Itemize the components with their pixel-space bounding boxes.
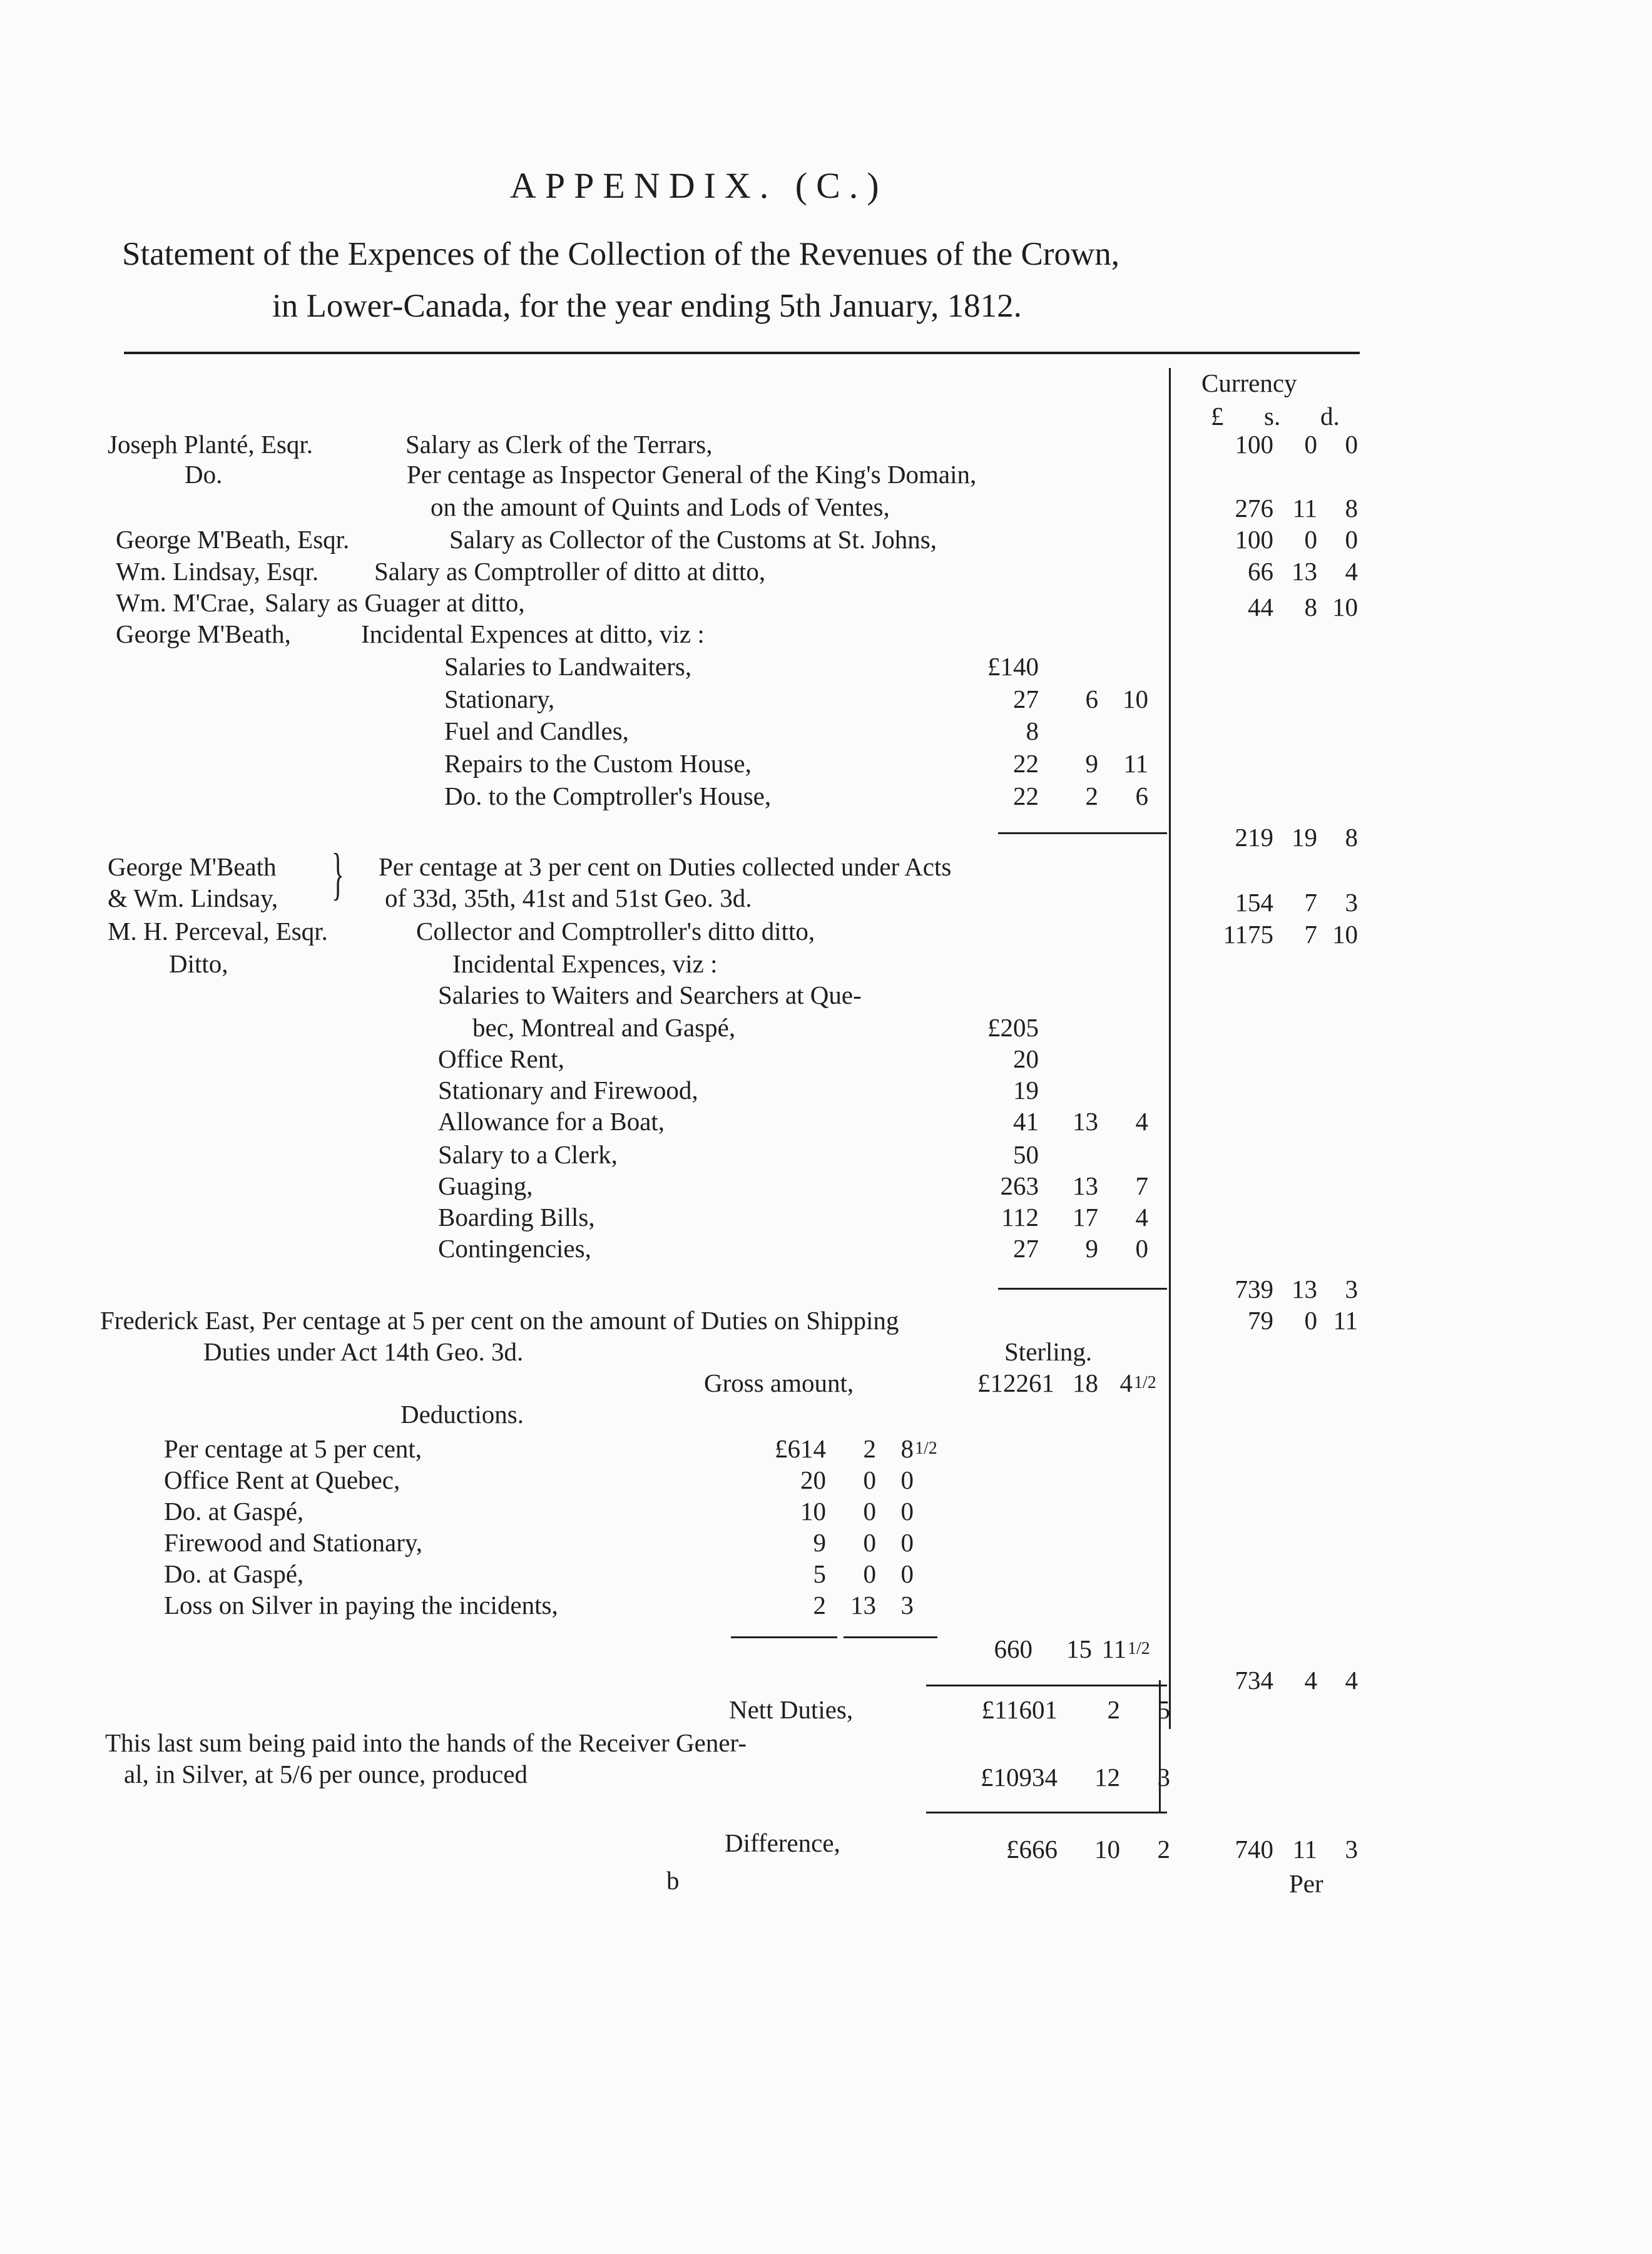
joint-name-2: & Wm. Lindsay, (108, 884, 278, 912)
deduction-pence: 0 (900, 1559, 914, 1588)
deduction-shillings: 0 (863, 1559, 876, 1588)
gross-half: 1/2 (1134, 1373, 1156, 1392)
perceval-total-pence: 3 (1345, 1275, 1358, 1303)
deduction-label: Per centage at 5 per cent, (164, 1434, 422, 1463)
perceval-item-amount-pounds: 19 (1013, 1076, 1039, 1104)
nett-amount-pence: 5 (1157, 1695, 1170, 1724)
appendix-title: APPENDIX. (C.) (510, 165, 888, 206)
row-amount-lindsay-pounds: 66 (1248, 557, 1273, 586)
subtitle-line-1: Statement of the Expences of the Collection of the Revenues of the Crown, (122, 236, 1119, 272)
nett-rule (926, 1685, 1167, 1686)
subtotal-pence: 4 (1345, 1666, 1358, 1695)
perceval-item-label: Contingencies, (438, 1234, 591, 1263)
perceval-name: M. H. Perceval, Esqr. (108, 917, 328, 946)
perceval-item-label: Salaries to Waiters and Searchers at Que- (438, 981, 862, 1009)
deduction-pence: 3 (900, 1591, 914, 1619)
perceval-item-amount-pounds: £205 (987, 1013, 1039, 1042)
row-name-do: Do. (185, 460, 223, 489)
silver-amount-pence: 3 (1157, 1763, 1170, 1792)
mbeath-total-pence: 8 (1345, 823, 1358, 852)
gross-shillings: 18 (1073, 1369, 1098, 1397)
row-name-mbeath-incidental: George M'Beath, (116, 620, 291, 648)
deduction-pence: 0 (900, 1528, 914, 1557)
mbeath-item-label: Stationary, (444, 685, 555, 713)
deduction-pounds: 20 (800, 1466, 826, 1494)
row-amount-plante-pence: 0 (1345, 430, 1358, 459)
row-text-mcrae: Salary as Guager at ditto, (265, 588, 525, 617)
perceval-item-amount-pence: 7 (1135, 1171, 1148, 1200)
signature-mark: b (666, 1866, 680, 1895)
perceval-ditto: Ditto, (169, 949, 228, 978)
grand-total-pence: 3 (1345, 1835, 1358, 1864)
perceval-item-label-cont: bec, Montreal and Gaspé, (472, 1013, 736, 1042)
perceval-item-amount-pence: 4 (1135, 1203, 1148, 1232)
gross-pence: 4 (1119, 1369, 1133, 1397)
perceval-total-pounds: 739 (1235, 1275, 1273, 1303)
perceval-item-amount-pounds: 27 (1013, 1234, 1039, 1263)
perceval-item-label: Office Rent, (438, 1044, 564, 1073)
mbeath-item-amount-shillings: 6 (1085, 685, 1098, 713)
deduction-pounds: 10 (800, 1497, 826, 1526)
mbeath-item-label: Salaries to Landwaiters, (444, 652, 692, 681)
row-amount-domain-pounds: 276 (1235, 494, 1273, 523)
perceval-item-amount-pence: 0 (1135, 1234, 1148, 1263)
perceval-amount-pounds: 1175 (1223, 920, 1273, 949)
pounds-heading: £ (1211, 402, 1224, 431)
joint-text-1: Per centage at 3 per cent on Duties collected under Acts (379, 852, 952, 881)
row-amount-plante-shillings: 0 (1304, 430, 1317, 459)
difference-amount-pounds: £666 (1006, 1835, 1058, 1864)
mbeath-sum-rule (998, 832, 1167, 834)
deductions-rule-a (731, 1636, 837, 1638)
joint-amount-pence: 3 (1345, 888, 1358, 917)
nett-label: Nett Duties, (729, 1695, 854, 1724)
deduction-pence: 0 (900, 1466, 914, 1494)
row-amount-mcrae-shillings: 8 (1304, 593, 1317, 621)
row-text-quints: on the amount of Quints and Lods of Ventes, (431, 492, 890, 521)
row-amount-domain-pence: 8 (1345, 494, 1358, 523)
nett-amount-pounds: £11601 (981, 1695, 1058, 1724)
row-name-mcrae: Wm. M'Crae, (116, 588, 255, 617)
gross-pounds: £12261 (977, 1369, 1054, 1397)
joint-text-2: of 33d, 35th, 41st and 51st Geo. 3d. (385, 884, 752, 912)
east-line-1: Frederick East, Per centage at 5 per cent on the amount of Duties on Shipping (100, 1306, 899, 1335)
perceval-amount-shillings: 7 (1304, 920, 1317, 949)
perceval-item-amount-pounds: 263 (1000, 1171, 1039, 1200)
pence-heading: d. (1320, 402, 1340, 431)
perceval-item-amount-shillings: 13 (1073, 1107, 1098, 1136)
silver-line-2: al, in Silver, at 5/6 per ounce, produced (124, 1760, 528, 1788)
row-text-domain: Per centage as Inspector General of the King's Domain, (407, 460, 977, 489)
row-name-lindsay: Wm. Lindsay, Esqr. (116, 557, 319, 586)
silver-amount-shillings: 12 (1094, 1763, 1120, 1792)
perceval-item-amount-pounds: 50 (1013, 1140, 1039, 1169)
row-name-mbeath: George M'Beath, Esqr. (116, 525, 350, 554)
perceval-item-amount-pounds: 112 (1001, 1203, 1039, 1232)
deduction-shillings: 0 (863, 1528, 876, 1557)
perceval-text: Collector and Comptroller's ditto ditto, (416, 917, 815, 946)
perceval-item-amount-shillings: 9 (1085, 1234, 1098, 1263)
row-amount-mcrae-pence: 10 (1332, 593, 1358, 621)
difference-amount-shillings: 10 (1094, 1835, 1120, 1864)
perceval-incidental: Incidental Expences, viz : (452, 949, 718, 978)
mbeath-item-label: Do. to the Comptroller's House, (444, 782, 772, 810)
joint-amount-pounds: 154 (1235, 888, 1273, 917)
perceval-amount-pence: 10 (1332, 920, 1358, 949)
perceval-item-label: Stationary and Firewood, (438, 1076, 698, 1104)
deduction-pounds: 5 (813, 1559, 826, 1588)
brace: } (332, 842, 344, 905)
mbeath-item-amount-shillings: 2 (1085, 782, 1098, 810)
deduction-label: Do. at Gaspé, (164, 1497, 304, 1526)
currency-heading: Currency (1201, 369, 1297, 397)
grand-total-shillings: 11 (1292, 1835, 1317, 1864)
subtitle-line-2: in Lower-Canada, for the year ending 5th January, 1812. (272, 288, 1022, 324)
row-amount-domain-shillings: 11 (1292, 494, 1317, 523)
east-amount-pence: 11 (1333, 1306, 1358, 1335)
perceval-sum-rule (998, 1288, 1167, 1290)
mbeath-item-amount-pence: 10 (1123, 685, 1148, 713)
mbeath-item-amount-shillings: 9 (1085, 749, 1098, 778)
sterling-label: Sterling. (1004, 1337, 1093, 1366)
row-amount-mbeath-pounds: 100 (1235, 525, 1273, 554)
mbeath-item-label: Fuel and Candles, (444, 716, 629, 745)
deduction-shillings: 0 (863, 1497, 876, 1526)
mbeath-total-shillings: 19 (1292, 823, 1317, 852)
perceval-item-label: Guaging, (438, 1171, 533, 1200)
silver-line-1: This last sum being paid into the hands of the Receiver Gener- (105, 1728, 747, 1757)
row-amount-mbeath-pence: 0 (1345, 525, 1358, 554)
deduction-label: Do. at Gaspé, (164, 1559, 304, 1588)
east-amount-shillings: 0 (1304, 1306, 1317, 1335)
shillings-heading: s. (1264, 402, 1281, 431)
deductions-total-half: 1/2 (1128, 1639, 1150, 1658)
mbeath-item-amount-pounds: 8 (1026, 716, 1039, 745)
deduction-shillings: 0 (863, 1466, 876, 1494)
row-amount-lindsay-pence: 4 (1345, 557, 1358, 586)
joint-amount-shillings: 7 (1304, 888, 1317, 917)
mbeath-item-amount-pounds: 22 (1013, 782, 1039, 810)
perceval-item-amount-pounds: 20 (1013, 1044, 1039, 1073)
deductions-label: Deductions. (400, 1400, 524, 1429)
perceval-total-shillings: 13 (1292, 1275, 1317, 1303)
deduction-shillings: 2 (863, 1434, 876, 1463)
row-amount-mcrae-pounds: 44 (1248, 593, 1273, 621)
mbeath-item-amount-pounds: 22 (1013, 749, 1039, 778)
row-text-mbeath: Salary as Collector of the Customs at St. Johns, (449, 525, 937, 554)
row-text-lindsay: Salary as Comptroller of ditto at ditto, (374, 557, 766, 586)
subtotal-shillings: 4 (1304, 1666, 1317, 1695)
row-text-plante: Salary as Clerk of the Terrars, (405, 430, 713, 459)
joint-name-1: George M'Beath (108, 852, 277, 881)
deduction-pounds: 9 (813, 1528, 826, 1557)
subtotal-pounds: 734 (1235, 1666, 1273, 1695)
difference-label: Difference, (725, 1828, 840, 1857)
gross-label: Gross amount, (704, 1369, 854, 1397)
mbeath-item-amount-pence: 6 (1135, 782, 1148, 810)
deductions-total-pence: 11 (1101, 1634, 1126, 1663)
difference-amount-pence: 2 (1157, 1835, 1170, 1864)
row-amount-lindsay-shillings: 13 (1292, 557, 1317, 586)
heading-rule (124, 352, 1360, 354)
mbeath-item-amount-pounds: 27 (1013, 685, 1039, 713)
mbeath-item-label: Repairs to the Custom House, (444, 749, 752, 778)
east-line-2: Duties under Act 14th Geo. 3d. (203, 1337, 524, 1366)
perceval-item-amount-pounds: 41 (1013, 1107, 1039, 1136)
deductions-total-pounds: 660 (994, 1634, 1032, 1663)
deduction-pence: 0 (900, 1497, 914, 1526)
perceval-item-label: Allowance for a Boat, (438, 1107, 665, 1136)
nett-amount-shillings: 2 (1107, 1695, 1120, 1724)
mbeath-total-pounds: 219 (1235, 823, 1273, 852)
perceval-item-amount-shillings: 13 (1073, 1171, 1098, 1200)
deduction-label: Loss on Silver in paying the incidents, (164, 1591, 558, 1619)
deduction-label: Firewood and Stationary, (164, 1528, 422, 1557)
row-amount-mbeath-shillings: 0 (1304, 525, 1317, 554)
mbeath-item-amount-pence: 11 (1123, 749, 1148, 778)
deduction-pounds: 2 (813, 1591, 826, 1619)
perceval-item-amount-pence: 4 (1135, 1107, 1148, 1136)
east-amount-pounds: 79 (1248, 1306, 1273, 1335)
difference-rule (926, 1812, 1167, 1813)
deduction-pence: 8 (900, 1434, 914, 1463)
mbeath-item-amount-pounds: £140 (987, 652, 1039, 681)
silver-amount-pounds: £10934 (981, 1763, 1058, 1792)
grand-total-pounds: 740 (1235, 1835, 1273, 1864)
deduction-half: 1/2 (915, 1439, 937, 1458)
catchword: Per (1289, 1869, 1323, 1898)
perceval-item-label: Boarding Bills, (438, 1203, 595, 1232)
row-name-plante: Joseph Planté, Esqr. (108, 430, 313, 459)
row-amount-plante-pounds: 100 (1235, 430, 1273, 459)
perceval-item-label: Salary to a Clerk, (438, 1140, 618, 1169)
row-text-mbeath-incidental: Incidental Expences at ditto, viz : (361, 620, 705, 648)
deductions-total-shillings: 15 (1066, 1634, 1092, 1663)
deduction-shillings: 13 (850, 1591, 876, 1619)
deduction-label: Office Rent at Quebec, (164, 1466, 400, 1494)
deduction-pounds: £614 (775, 1434, 826, 1463)
perceval-item-amount-shillings: 17 (1073, 1203, 1098, 1232)
